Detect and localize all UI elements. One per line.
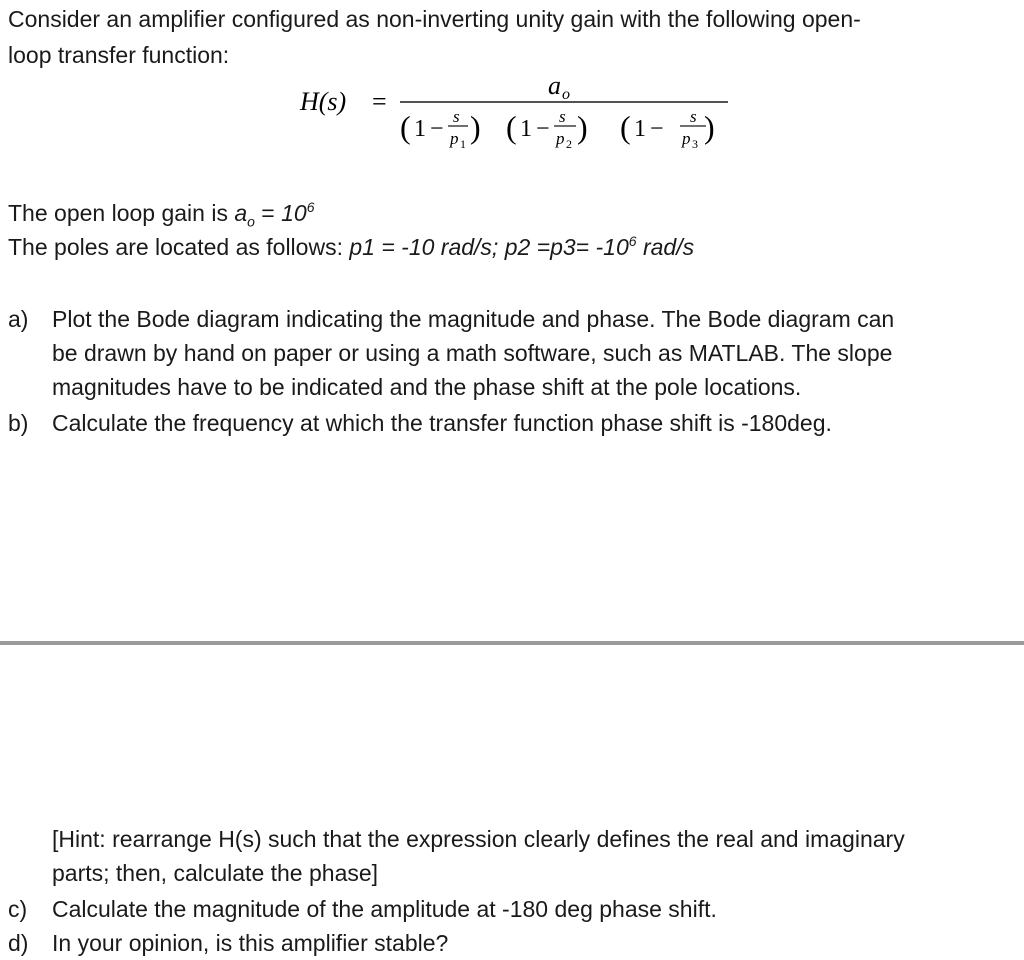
transfer-function-formula [300, 70, 740, 170]
gain-value: 10 [281, 200, 307, 226]
gain-prefix: The open loop gain is [8, 200, 235, 226]
formula-numerator-sub: o [562, 86, 570, 103]
formula-numerator: a [548, 71, 561, 100]
factor-1-p: p [450, 129, 459, 148]
question-a-marker: a) [8, 306, 29, 332]
poles-exponent: 6 [628, 233, 637, 249]
factor-1-sub: 1 [460, 137, 466, 151]
question-a [8, 302, 1018, 404]
formula-factor-2 [506, 107, 588, 151]
question-a-line-3: magnitudes have to be indicated and the phase shift at the pole locations. [52, 374, 802, 400]
factor-2-s: s [559, 107, 566, 126]
hint-line-1: [Hint: rearrange H(s) such that the expression clearly defines the real and imaginary [52, 826, 905, 852]
section-divider [0, 641, 1024, 645]
gain-equals: = [254, 200, 282, 226]
paren-close-2: ) [577, 109, 588, 145]
question-b-marker: b) [8, 410, 29, 436]
formula-factor-3 [620, 107, 715, 151]
question-d-text: In your opinion, is this amplifier stable? [52, 930, 449, 956]
question-b [8, 406, 1018, 440]
formula-lhs: H(s) [300, 87, 347, 116]
paren-close-3: ) [704, 109, 715, 145]
open-loop-gain-line [8, 198, 315, 237]
gain-exponent: 6 [306, 199, 315, 215]
factor-2-minus: − [536, 116, 550, 142]
poles-prefix: The poles are located as follows: [8, 234, 350, 260]
paren-open-3: ( [620, 109, 631, 145]
question-c [8, 892, 1018, 926]
question-b-line-1: Calculate the frequency at which the transfer function phase shift is -180deg. [52, 410, 832, 436]
paren-open-2: ( [506, 109, 517, 145]
gain-symbol: a [234, 200, 248, 226]
factor-3-minus: − [650, 116, 664, 142]
factor-2-sub: 2 [566, 137, 572, 151]
factor-3-sub: 3 [692, 137, 698, 151]
hint-line-2: parts; then, calculate the phase] [52, 860, 379, 886]
question-c-text: Calculate the magnitude of the amplitude at -180 deg phase shift. [52, 896, 717, 922]
gain-symbol-sub: o [247, 213, 255, 230]
factor-2-p: p [556, 129, 565, 148]
formula-equals: = [372, 87, 387, 116]
question-c-marker: c) [8, 896, 28, 922]
question-d-marker: d) [8, 930, 29, 956]
factor-1-s: s [453, 107, 460, 126]
factor-2-one: 1 [520, 116, 532, 142]
poles-line [8, 232, 694, 262]
factor-3-p: p [682, 129, 691, 148]
poles-values: p1 = -10 rad/s; p2 =p3= -10 [349, 234, 629, 260]
question-a-line-2: be drawn by hand on paper or using a math software, such as MATLAB. The slope [52, 340, 893, 366]
factor-3-s: s [690, 107, 697, 126]
question-a-line-1: Plot the Bode diagram indicating the magnitude and phase. The Bode diagram can [52, 306, 895, 332]
intro-line-2: loop transfer function: [8, 42, 230, 68]
formula-factor-1 [400, 107, 481, 151]
poles-suffix: rad/s [636, 234, 695, 260]
factor-3-one: 1 [634, 116, 646, 142]
factor-1-one: 1 [414, 116, 426, 142]
paren-close-1: ) [470, 109, 481, 145]
paren-open-1: ( [400, 109, 411, 145]
intro-line-1: Consider an amplifier configured as non-inverting unity gain with the following open- [8, 6, 861, 32]
hint [8, 822, 1018, 890]
factor-1-minus: − [430, 116, 444, 142]
question-d [8, 926, 1018, 960]
